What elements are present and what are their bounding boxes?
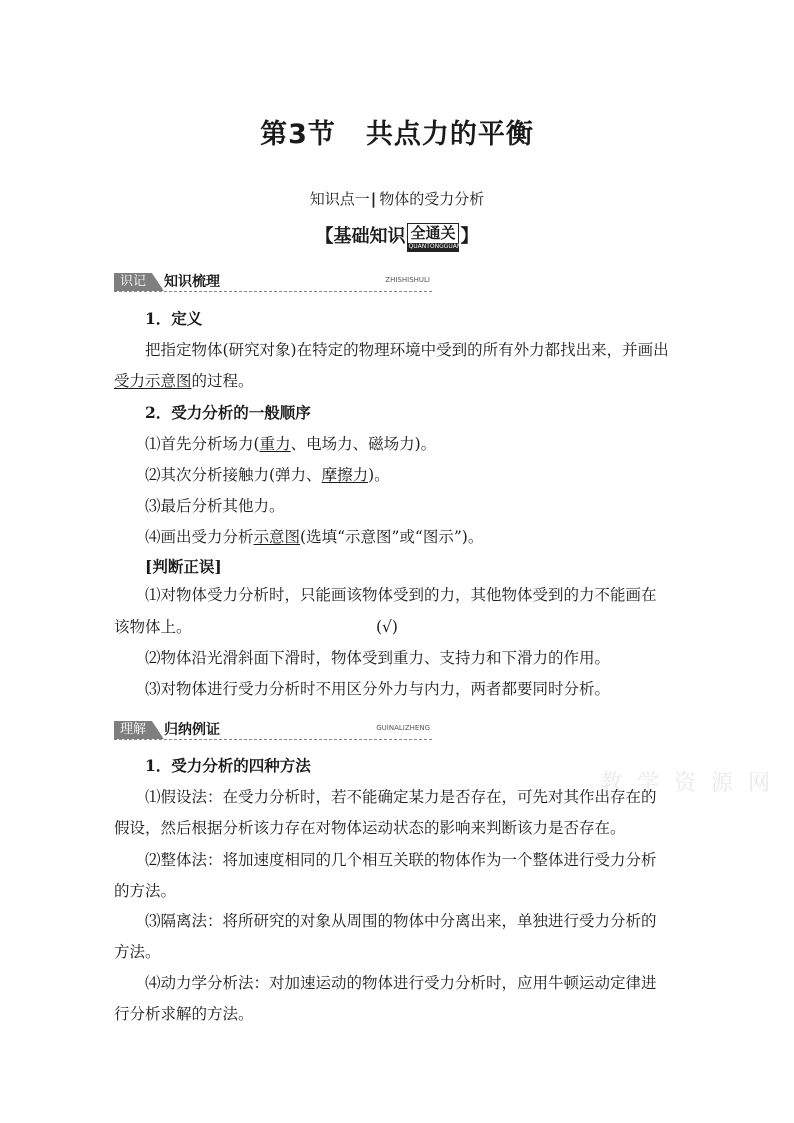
judge-item-3: ⑶对物体进行受力分析时不用区分外力与内力，两者都要同时分析。 <box>145 680 611 698</box>
judge-heading: [判断正误] <box>145 557 222 576</box>
banner-badge-sub: QUANTONGGUAN <box>408 242 462 250</box>
method-2-line-1: ⑵整体法：将加速度相同的几个相互关联的物体作为一个整体进行受力分析 <box>145 851 657 869</box>
method-3-line-2: 方法。 <box>114 943 161 961</box>
definition-line-2: 受力示意图的过程。 <box>114 372 254 390</box>
method-3-line-1: ⑶隔离法：将所研究的对象从周围的物体中分离出来，单独进行受力分析的 <box>145 912 657 930</box>
order-step-3: ⑶最后分析其他力。 <box>145 497 285 515</box>
blank-answer: 受力示意图 <box>114 372 192 390</box>
method-2-line-2: 的方法。 <box>114 882 177 900</box>
section-name: 归纳例证 <box>164 722 220 738</box>
banner-open: 【 <box>315 226 334 247</box>
order-step-4: ⑷画出受力分析示意图(选填“示意图”或“图示”)。 <box>145 528 484 546</box>
judge-item-1-answer: (√) <box>376 618 398 636</box>
banner-text: 基础知识 <box>333 226 406 247</box>
section-slash-decoration <box>152 273 164 291</box>
blank-answer: 重力 <box>259 435 291 453</box>
blank-answer: 摩擦力 <box>321 466 369 484</box>
section-header-memorize <box>114 273 432 292</box>
banner-close: 】 <box>460 226 479 247</box>
methods-heading: 1．受力分析的四种方法 <box>145 756 311 775</box>
banner-badge <box>407 223 462 252</box>
basic-knowledge-banner <box>0 222 794 252</box>
title-name: 共点力的平衡 <box>365 119 534 150</box>
kp-bar: | <box>370 190 377 208</box>
definition-line-1: 把指定物体(研究对象)在特定的物理环境中受到的所有外力都找出来，并画出 <box>145 341 669 359</box>
order-heading: 2．受力分析的一般顺序 <box>145 403 311 422</box>
section-header-understand <box>114 721 432 740</box>
blank-answer: 示意图 <box>253 528 301 546</box>
method-1-line-1: ⑴假设法：在受力分析时，若不能确定某力是否存在，可先对其作出存在的 <box>145 788 657 806</box>
method-4-line-2: 行分析求解的方法。 <box>114 1005 254 1023</box>
banner-badge-text: 全通关 <box>410 223 456 242</box>
judge-item-2: ⑵物体沿光滑斜面下滑时，物体受到重力、支持力和下滑力的作用。 <box>145 649 611 667</box>
judge-item-1-line-2: 该物体上。 <box>114 618 192 636</box>
section-tag: 理解 <box>114 721 152 739</box>
watermark: 教 学 资 源 网 <box>600 771 774 796</box>
section-slash-decoration <box>152 721 164 739</box>
section-name: 知识梳理 <box>164 274 220 290</box>
method-4-line-1: ⑷动力学分析法：对加速运动的物体进行受力分析时，应用牛顿运动定律进 <box>145 974 657 992</box>
title-section: 第3节 <box>260 119 336 150</box>
knowledge-point-heading <box>0 188 794 209</box>
order-step-1: ⑴首先分析场力(重力、电场力、磁场力)。 <box>145 435 437 453</box>
kp-topic: 物体的受力分析 <box>379 190 485 208</box>
section-pinyin: GUINALIZHENG <box>376 724 430 732</box>
judge-item-1-line-1: ⑴对物体受力分析时，只能画该物体受到的力，其他物体受到的力不能画在 <box>145 586 657 604</box>
order-step-2: ⑵其次分析接触力(弹力、摩擦力)。 <box>145 466 390 484</box>
section-tag: 识记 <box>114 273 152 291</box>
kp-label: 知识点一 <box>309 190 370 208</box>
method-1-line-2: 假设，然后根据分析该力存在对物体运动状态的影响来判断该力是否存在。 <box>114 819 626 837</box>
page-title <box>0 112 794 151</box>
section-pinyin: ZHISHISHULI <box>385 276 430 284</box>
definition-heading: 1．定义 <box>145 309 203 328</box>
